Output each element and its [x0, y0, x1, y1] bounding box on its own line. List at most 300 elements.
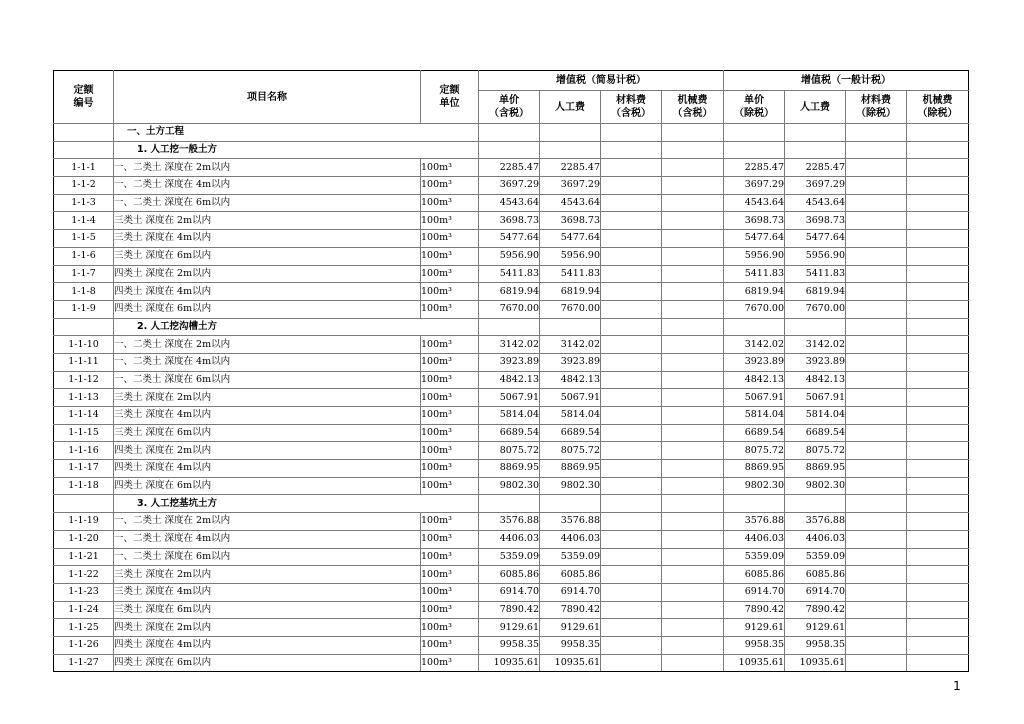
item-name: 四类土 深度在 4m以内	[114, 460, 421, 478]
quota-unit: 100m³	[421, 424, 479, 442]
value-cell	[540, 124, 601, 142]
item-name: 一、二类土 深度在 2m以内	[114, 159, 421, 177]
labor-cost: 4406.03	[540, 530, 601, 548]
labor-cost: 3697.29	[540, 177, 601, 195]
machine-cost-excl-tax	[907, 530, 969, 548]
labor-cost: 5411.83	[540, 265, 601, 283]
item-name: 四类土 深度在 4m以内	[114, 636, 421, 654]
price-excl-tax: 9802.30	[724, 477, 785, 495]
labor-cost: 3576.88	[540, 513, 601, 531]
machine-cost-excl-tax	[907, 212, 969, 230]
labor-cost-excl: 9958.35	[785, 636, 846, 654]
code-cell	[54, 495, 114, 513]
quota-code: 1-1-10	[54, 336, 114, 354]
page-number: 1	[953, 679, 961, 693]
header-unit-label: 定额 单位	[439, 85, 460, 109]
material-cost-excl-tax	[846, 460, 907, 478]
value-cell	[662, 495, 724, 513]
machine-cost-incl-tax	[662, 424, 724, 442]
machine-cost-excl-tax	[907, 283, 969, 301]
header-group-simple	[479, 71, 724, 91]
material-cost-excl-tax	[846, 389, 907, 407]
labor-cost-excl: 5814.04	[785, 407, 846, 425]
labor-cost-excl: 6914.70	[785, 583, 846, 601]
material-cost-incl-tax	[601, 177, 662, 195]
machine-cost-incl-tax	[662, 230, 724, 248]
price-excl-tax: 6914.70	[724, 583, 785, 601]
quota-code: 1-1-2	[54, 177, 114, 195]
price-incl-tax: 3698.73	[479, 212, 540, 230]
price-excl-tax: 6085.86	[724, 566, 785, 584]
header-code	[54, 71, 114, 124]
material-cost-excl-tax	[846, 283, 907, 301]
machine-cost-incl-tax	[662, 654, 724, 672]
machine-cost-incl-tax	[662, 566, 724, 584]
quota-unit: 100m³	[421, 601, 479, 619]
machine-cost-excl-tax	[907, 601, 969, 619]
item-name: 四类土 深度在 2m以内	[114, 442, 421, 460]
labor-cost: 3142.02	[540, 336, 601, 354]
table-row	[54, 530, 969, 548]
table-row	[54, 601, 969, 619]
header-code-label: 定额 编号	[73, 85, 94, 109]
quota-unit: 100m³	[421, 212, 479, 230]
value-cell	[601, 495, 662, 513]
price-incl-tax: 6819.94	[479, 283, 540, 301]
machine-cost-excl-tax	[907, 407, 969, 425]
value-cell	[662, 124, 724, 142]
price-incl-tax: 3576.88	[479, 513, 540, 531]
labor-cost-excl: 2285.47	[785, 159, 846, 177]
material-cost-excl-tax	[846, 548, 907, 566]
header-simple-material-label: 材料费 （含税）	[611, 95, 651, 119]
material-cost-excl-tax	[846, 212, 907, 230]
machine-cost-incl-tax	[662, 636, 724, 654]
material-cost-incl-tax	[601, 407, 662, 425]
labor-cost-excl: 3923.89	[785, 353, 846, 371]
quota-unit: 100m³	[421, 654, 479, 672]
material-cost-incl-tax	[601, 601, 662, 619]
machine-cost-incl-tax	[662, 619, 724, 637]
price-excl-tax: 5956.90	[724, 247, 785, 265]
machine-cost-incl-tax	[662, 601, 724, 619]
quota-unit: 100m³	[421, 477, 479, 495]
machine-cost-excl-tax	[907, 583, 969, 601]
machine-cost-incl-tax	[662, 442, 724, 460]
labor-cost: 6085.86	[540, 566, 601, 584]
price-incl-tax: 5359.09	[479, 548, 540, 566]
machine-cost-excl-tax	[907, 159, 969, 177]
item-name: 四类土 深度在 6m以内	[114, 654, 421, 672]
item-name: 三类土 深度在 4m以内	[114, 583, 421, 601]
header-simple-machine-label: 机械费 （含税）	[672, 95, 713, 119]
machine-cost-excl-tax	[907, 548, 969, 566]
material-cost-excl-tax	[846, 177, 907, 195]
header-general-machine-label: 机械费 （除税）	[917, 95, 958, 119]
material-cost-incl-tax	[601, 636, 662, 654]
material-cost-incl-tax	[601, 566, 662, 584]
value-cell	[601, 141, 662, 159]
material-cost-incl-tax	[601, 460, 662, 478]
machine-cost-incl-tax	[662, 159, 724, 177]
material-cost-incl-tax	[601, 247, 662, 265]
quota-unit: 100m³	[421, 353, 479, 371]
machine-cost-excl-tax	[907, 177, 969, 195]
code-cell	[54, 141, 114, 159]
price-excl-tax: 9129.61	[724, 619, 785, 637]
quota-unit: 100m³	[421, 247, 479, 265]
header-simple-material	[601, 91, 662, 124]
price-excl-tax: 2285.47	[724, 159, 785, 177]
section-title: 3. 人工挖基坑土方	[114, 495, 479, 513]
header-general-price	[724, 91, 785, 124]
material-cost-excl-tax	[846, 442, 907, 460]
material-cost-excl-tax	[846, 247, 907, 265]
labor-cost: 3698.73	[540, 212, 601, 230]
item-name: 一、二类土 深度在 6m以内	[114, 194, 421, 212]
table-row	[54, 654, 969, 672]
labor-cost: 6689.54	[540, 424, 601, 442]
section-title: 2. 人工挖沟槽土方	[114, 318, 479, 336]
quota-code: 1-1-20	[54, 530, 114, 548]
header-group-general-label: 增值税（一般计税）	[801, 75, 891, 86]
material-cost-excl-tax	[846, 477, 907, 495]
item-name: 四类土 深度在 2m以内	[114, 265, 421, 283]
machine-cost-excl-tax	[907, 442, 969, 460]
value-cell	[846, 495, 907, 513]
quota-unit: 100m³	[421, 371, 479, 389]
material-cost-excl-tax	[846, 654, 907, 672]
value-cell	[907, 124, 969, 142]
value-cell	[601, 124, 662, 142]
material-cost-excl-tax	[846, 300, 907, 318]
machine-cost-incl-tax	[662, 530, 724, 548]
material-cost-incl-tax	[601, 654, 662, 672]
machine-cost-incl-tax	[662, 353, 724, 371]
material-cost-incl-tax	[601, 212, 662, 230]
quota-code: 1-1-15	[54, 424, 114, 442]
price-incl-tax: 8869.95	[479, 460, 540, 478]
table-row	[54, 424, 969, 442]
labor-cost: 2285.47	[540, 159, 601, 177]
material-cost-incl-tax	[601, 353, 662, 371]
item-name: 三类土 深度在 2m以内	[114, 212, 421, 230]
price-incl-tax: 4406.03	[479, 530, 540, 548]
machine-cost-incl-tax	[662, 371, 724, 389]
price-excl-tax: 3697.29	[724, 177, 785, 195]
header-simple-labor-label: 人工费	[555, 101, 585, 113]
value-cell	[785, 318, 846, 336]
machine-cost-incl-tax	[662, 389, 724, 407]
value-cell	[540, 318, 601, 336]
labor-cost: 7890.42	[540, 601, 601, 619]
labor-cost: 5956.90	[540, 247, 601, 265]
material-cost-incl-tax	[601, 619, 662, 637]
labor-cost-excl: 8869.95	[785, 460, 846, 478]
price-incl-tax: 6085.86	[479, 566, 540, 584]
machine-cost-incl-tax	[662, 212, 724, 230]
labor-cost: 8869.95	[540, 460, 601, 478]
labor-cost: 9958.35	[540, 636, 601, 654]
price-incl-tax: 10935.61	[479, 654, 540, 672]
material-cost-excl-tax	[846, 371, 907, 389]
header-simple-price-label: 单价 （含税）	[489, 95, 529, 119]
header-general-machine	[907, 91, 969, 124]
table-row	[54, 159, 969, 177]
quota-code: 1-1-16	[54, 442, 114, 460]
quota-code: 1-1-12	[54, 371, 114, 389]
header-general-material	[846, 91, 907, 124]
labor-cost-excl: 7890.42	[785, 601, 846, 619]
item-name: 三类土 深度在 6m以内	[114, 424, 421, 442]
machine-cost-excl-tax	[907, 371, 969, 389]
quota-unit: 100m³	[421, 283, 479, 301]
code-cell	[54, 124, 114, 142]
price-excl-tax: 6689.54	[724, 424, 785, 442]
section-title: 1. 人工挖一般土方	[114, 141, 479, 159]
quota-table	[53, 70, 969, 672]
header-simple-price	[479, 91, 540, 124]
item-name: 三类土 深度在 4m以内	[114, 230, 421, 248]
item-name: 四类土 深度在 4m以内	[114, 283, 421, 301]
machine-cost-excl-tax	[907, 513, 969, 531]
material-cost-excl-tax	[846, 513, 907, 531]
table-row	[54, 619, 969, 637]
machine-cost-excl-tax	[907, 460, 969, 478]
table-row	[54, 212, 969, 230]
quota-unit: 100m³	[421, 300, 479, 318]
section-row	[54, 318, 969, 336]
item-name: 三类土 深度在 2m以内	[114, 389, 421, 407]
material-cost-excl-tax	[846, 601, 907, 619]
table-row	[54, 442, 969, 460]
price-excl-tax: 5814.04	[724, 407, 785, 425]
price-excl-tax: 3923.89	[724, 353, 785, 371]
machine-cost-incl-tax	[662, 513, 724, 531]
price-incl-tax: 6689.54	[479, 424, 540, 442]
labor-cost-excl: 6819.94	[785, 283, 846, 301]
price-excl-tax: 8869.95	[724, 460, 785, 478]
labor-cost: 3923.89	[540, 353, 601, 371]
material-cost-incl-tax	[601, 530, 662, 548]
labor-cost: 8075.72	[540, 442, 601, 460]
value-cell	[785, 141, 846, 159]
machine-cost-excl-tax	[907, 353, 969, 371]
quota-unit: 100m³	[421, 442, 479, 460]
quota-unit: 100m³	[421, 159, 479, 177]
material-cost-incl-tax	[601, 159, 662, 177]
labor-cost: 7670.00	[540, 300, 601, 318]
price-excl-tax: 3142.02	[724, 336, 785, 354]
table-row	[54, 460, 969, 478]
labor-cost-excl: 5067.91	[785, 389, 846, 407]
table-row	[54, 407, 969, 425]
labor-cost-excl: 6689.54	[785, 424, 846, 442]
labor-cost: 5477.64	[540, 230, 601, 248]
labor-cost: 4842.13	[540, 371, 601, 389]
value-cell	[785, 124, 846, 142]
price-incl-tax: 5814.04	[479, 407, 540, 425]
quota-unit: 100m³	[421, 583, 479, 601]
machine-cost-excl-tax	[907, 300, 969, 318]
machine-cost-excl-tax	[907, 336, 969, 354]
item-name: 三类土 深度在 6m以内	[114, 247, 421, 265]
quota-code: 1-1-27	[54, 654, 114, 672]
table-body	[54, 124, 969, 672]
table-row	[54, 548, 969, 566]
machine-cost-excl-tax	[907, 194, 969, 212]
machine-cost-excl-tax	[907, 230, 969, 248]
labor-cost-excl: 6085.86	[785, 566, 846, 584]
table-row	[54, 513, 969, 531]
material-cost-incl-tax	[601, 371, 662, 389]
quota-code: 1-1-1	[54, 159, 114, 177]
price-excl-tax: 5411.83	[724, 265, 785, 283]
labor-cost-excl: 4543.64	[785, 194, 846, 212]
quota-code: 1-1-11	[54, 353, 114, 371]
labor-cost-excl: 8075.72	[785, 442, 846, 460]
table-row	[54, 389, 969, 407]
quota-code: 1-1-5	[54, 230, 114, 248]
header-unit	[421, 71, 479, 124]
labor-cost-excl: 4406.03	[785, 530, 846, 548]
value-cell	[846, 318, 907, 336]
quota-unit: 100m³	[421, 513, 479, 531]
price-incl-tax: 7890.42	[479, 601, 540, 619]
value-cell	[785, 495, 846, 513]
price-excl-tax: 3576.88	[724, 513, 785, 531]
quota-unit: 100m³	[421, 177, 479, 195]
header-general-labor	[785, 91, 846, 124]
quota-code: 1-1-3	[54, 194, 114, 212]
machine-cost-incl-tax	[662, 177, 724, 195]
item-name: 一、二类土 深度在 4m以内	[114, 530, 421, 548]
code-cell	[54, 318, 114, 336]
quota-code: 1-1-23	[54, 583, 114, 601]
price-incl-tax: 9958.35	[479, 636, 540, 654]
price-incl-tax: 3697.29	[479, 177, 540, 195]
value-cell	[479, 124, 540, 142]
quota-code: 1-1-26	[54, 636, 114, 654]
machine-cost-excl-tax	[907, 247, 969, 265]
price-incl-tax: 5956.90	[479, 247, 540, 265]
quota-code: 1-1-13	[54, 389, 114, 407]
item-name: 一、二类土 深度在 4m以内	[114, 177, 421, 195]
value-cell	[724, 124, 785, 142]
material-cost-excl-tax	[846, 353, 907, 371]
machine-cost-incl-tax	[662, 265, 724, 283]
value-cell	[662, 141, 724, 159]
table-row	[54, 265, 969, 283]
labor-cost: 9129.61	[540, 619, 601, 637]
value-cell	[540, 495, 601, 513]
material-cost-excl-tax	[846, 194, 907, 212]
machine-cost-excl-tax	[907, 424, 969, 442]
item-name: 三类土 深度在 2m以内	[114, 566, 421, 584]
material-cost-excl-tax	[846, 530, 907, 548]
labor-cost-excl: 5956.90	[785, 247, 846, 265]
labor-cost-excl: 9802.30	[785, 477, 846, 495]
table-row	[54, 353, 969, 371]
machine-cost-excl-tax	[907, 265, 969, 283]
quota-code: 1-1-17	[54, 460, 114, 478]
labor-cost-excl: 3697.29	[785, 177, 846, 195]
price-incl-tax: 3142.02	[479, 336, 540, 354]
header-general-price-label: 单价 （除税）	[734, 95, 774, 119]
machine-cost-incl-tax	[662, 407, 724, 425]
value-cell	[846, 141, 907, 159]
price-excl-tax: 4543.64	[724, 194, 785, 212]
table-row	[54, 566, 969, 584]
quota-unit: 100m³	[421, 566, 479, 584]
labor-cost-excl: 7670.00	[785, 300, 846, 318]
value-cell	[479, 141, 540, 159]
header-name-label: 项目名称	[247, 91, 287, 103]
item-name: 一、二类土 深度在 6m以内	[114, 371, 421, 389]
section-row	[54, 495, 969, 513]
price-incl-tax: 6914.70	[479, 583, 540, 601]
price-incl-tax: 7670.00	[479, 300, 540, 318]
quota-code: 1-1-4	[54, 212, 114, 230]
labor-cost: 9802.30	[540, 477, 601, 495]
price-incl-tax: 2285.47	[479, 159, 540, 177]
item-name: 四类土 深度在 6m以内	[114, 300, 421, 318]
quota-code: 1-1-22	[54, 566, 114, 584]
value-cell	[479, 495, 540, 513]
labor-cost-excl: 3698.73	[785, 212, 846, 230]
material-cost-incl-tax	[601, 513, 662, 531]
quota-unit: 100m³	[421, 194, 479, 212]
material-cost-excl-tax	[846, 407, 907, 425]
table-row	[54, 300, 969, 318]
labor-cost-excl: 5477.64	[785, 230, 846, 248]
labor-cost: 5814.04	[540, 407, 601, 425]
price-excl-tax: 5359.09	[724, 548, 785, 566]
quota-code: 1-1-19	[54, 513, 114, 531]
material-cost-incl-tax	[601, 477, 662, 495]
material-cost-incl-tax	[601, 336, 662, 354]
machine-cost-incl-tax	[662, 477, 724, 495]
section-row	[54, 124, 969, 142]
material-cost-excl-tax	[846, 424, 907, 442]
value-cell	[724, 141, 785, 159]
quota-unit: 100m³	[421, 636, 479, 654]
labor-cost: 5067.91	[540, 389, 601, 407]
labor-cost: 6914.70	[540, 583, 601, 601]
price-incl-tax: 5411.83	[479, 265, 540, 283]
labor-cost: 10935.61	[540, 654, 601, 672]
quota-code: 1-1-7	[54, 265, 114, 283]
price-excl-tax: 8075.72	[724, 442, 785, 460]
material-cost-incl-tax	[601, 583, 662, 601]
machine-cost-excl-tax	[907, 566, 969, 584]
item-name: 四类土 深度在 2m以内	[114, 619, 421, 637]
price-excl-tax: 7890.42	[724, 601, 785, 619]
labor-cost-excl: 9129.61	[785, 619, 846, 637]
material-cost-incl-tax	[601, 389, 662, 407]
price-excl-tax: 6819.94	[724, 283, 785, 301]
quota-unit: 100m³	[421, 230, 479, 248]
machine-cost-excl-tax	[907, 654, 969, 672]
quota-code: 1-1-24	[54, 601, 114, 619]
price-incl-tax: 9129.61	[479, 619, 540, 637]
price-incl-tax: 9802.30	[479, 477, 540, 495]
price-excl-tax: 5067.91	[724, 389, 785, 407]
material-cost-excl-tax	[846, 230, 907, 248]
table-row	[54, 177, 969, 195]
quota-code: 1-1-8	[54, 283, 114, 301]
price-excl-tax: 4406.03	[724, 530, 785, 548]
